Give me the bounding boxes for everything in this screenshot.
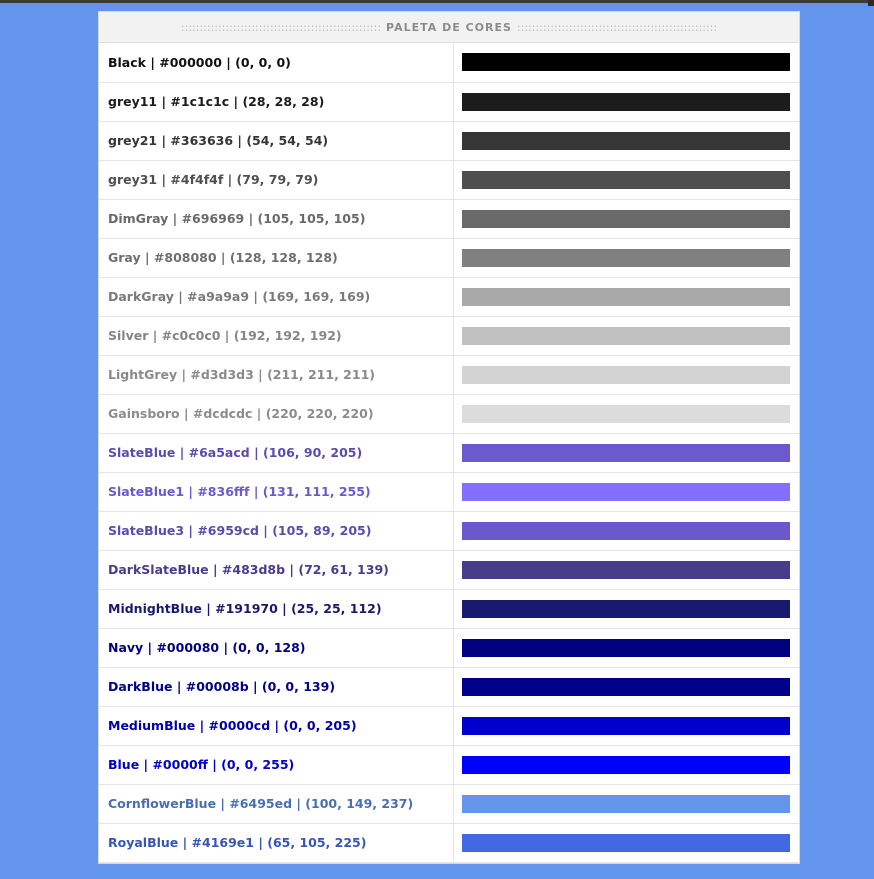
color-swatch-cell	[453, 82, 799, 121]
color-swatch-cell	[453, 238, 799, 277]
color-swatch	[462, 678, 790, 696]
color-row	[99, 784, 799, 823]
color-row	[99, 706, 799, 745]
color-swatch-cell	[453, 277, 799, 316]
color-swatch-cell	[453, 823, 799, 862]
color-swatch	[462, 834, 790, 852]
color-label: grey21 | #363636 | (54, 54, 54)	[99, 121, 453, 160]
color-label: DimGray | #696969 | (105, 105, 105)	[99, 199, 453, 238]
window-top-border	[0, 0, 874, 3]
color-row	[99, 745, 799, 784]
color-row	[99, 433, 799, 472]
color-label: Navy | #000080 | (0, 0, 128)	[99, 628, 453, 667]
color-swatch-cell	[453, 784, 799, 823]
color-row	[99, 472, 799, 511]
color-swatch-cell	[453, 706, 799, 745]
color-swatch	[462, 561, 790, 579]
color-swatch	[462, 600, 790, 618]
color-swatch-cell	[453, 667, 799, 706]
color-row	[99, 823, 799, 862]
color-label: DarkSlateBlue | #483d8b | (72, 61, 139)	[99, 550, 453, 589]
color-swatch	[462, 366, 790, 384]
header-dots-left: ::::::::::::::::::::::::::::::::::::::::::::::::::::::	[180, 20, 382, 34]
palette-title: PALETA DE CORES	[386, 20, 512, 34]
color-palette-panel	[98, 11, 800, 864]
color-swatch-cell	[453, 550, 799, 589]
color-label: SlateBlue1 | #836fff | (131, 111, 255)	[99, 472, 453, 511]
color-label: Blue | #0000ff | (0, 0, 255)	[99, 745, 453, 784]
color-label: Gray | #808080 | (128, 128, 128)	[99, 238, 453, 277]
color-label: LightGrey | #d3d3d3 | (211, 211, 211)	[99, 355, 453, 394]
color-label: SlateBlue3 | #6959cd | (105, 89, 205)	[99, 511, 453, 550]
color-swatch	[462, 210, 790, 228]
color-row	[99, 121, 799, 160]
color-swatch	[462, 444, 790, 462]
color-swatch-cell	[453, 199, 799, 238]
color-row	[99, 238, 799, 277]
color-swatch	[462, 522, 790, 540]
color-swatch	[462, 717, 790, 735]
color-row	[99, 82, 799, 121]
color-table	[99, 43, 799, 863]
color-row	[99, 394, 799, 433]
color-swatch-cell	[453, 511, 799, 550]
color-label: CornflowerBlue | #6495ed | (100, 149, 237)	[99, 784, 453, 823]
color-label: MediumBlue | #0000cd | (0, 0, 205)	[99, 706, 453, 745]
color-row	[99, 667, 799, 706]
color-swatch-cell	[453, 433, 799, 472]
color-swatch	[462, 327, 790, 345]
color-label: Black | #000000 | (0, 0, 0)	[99, 43, 453, 82]
color-label: MidnightBlue | #191970 | (25, 25, 112)	[99, 589, 453, 628]
color-swatch	[462, 639, 790, 657]
color-swatch	[462, 132, 790, 150]
color-swatch	[462, 288, 790, 306]
color-row	[99, 511, 799, 550]
color-label: SlateBlue | #6a5acd | (106, 90, 205)	[99, 433, 453, 472]
color-swatch	[462, 483, 790, 501]
color-row	[99, 160, 799, 199]
color-swatch-cell	[453, 43, 799, 82]
color-row	[99, 199, 799, 238]
color-swatch-cell	[453, 121, 799, 160]
color-swatch-cell	[453, 589, 799, 628]
color-swatch-cell	[453, 394, 799, 433]
color-label: RoyalBlue | #4169e1 | (65, 105, 225)	[99, 823, 453, 862]
color-swatch	[462, 249, 790, 267]
color-swatch-cell	[453, 316, 799, 355]
color-swatch	[462, 171, 790, 189]
color-row	[99, 277, 799, 316]
color-swatch-cell	[453, 745, 799, 784]
palette-header	[99, 12, 799, 43]
color-swatch-cell	[453, 472, 799, 511]
color-row	[99, 550, 799, 589]
color-label: DarkBlue | #00008b | (0, 0, 139)	[99, 667, 453, 706]
window-corner	[868, 0, 874, 6]
color-swatch	[462, 756, 790, 774]
color-label: Gainsboro | #dcdcdc | (220, 220, 220)	[99, 394, 453, 433]
color-swatch-cell	[453, 355, 799, 394]
color-swatch-cell	[453, 628, 799, 667]
color-label: DarkGray | #a9a9a9 | (169, 169, 169)	[99, 277, 453, 316]
color-label: grey31 | #4f4f4f | (79, 79, 79)	[99, 160, 453, 199]
color-row	[99, 43, 799, 82]
color-label: grey11 | #1c1c1c | (28, 28, 28)	[99, 82, 453, 121]
color-row	[99, 355, 799, 394]
color-swatch	[462, 93, 790, 111]
color-row	[99, 628, 799, 667]
header-dots-right: ::::::::::::::::::::::::::::::::::::::::::::::::::::::	[516, 20, 718, 34]
color-swatch	[462, 405, 790, 423]
color-swatch	[462, 795, 790, 813]
color-swatch-cell	[453, 160, 799, 199]
color-label: Silver | #c0c0c0 | (192, 192, 192)	[99, 316, 453, 355]
color-row	[99, 316, 799, 355]
color-row	[99, 589, 799, 628]
color-swatch	[462, 53, 790, 71]
